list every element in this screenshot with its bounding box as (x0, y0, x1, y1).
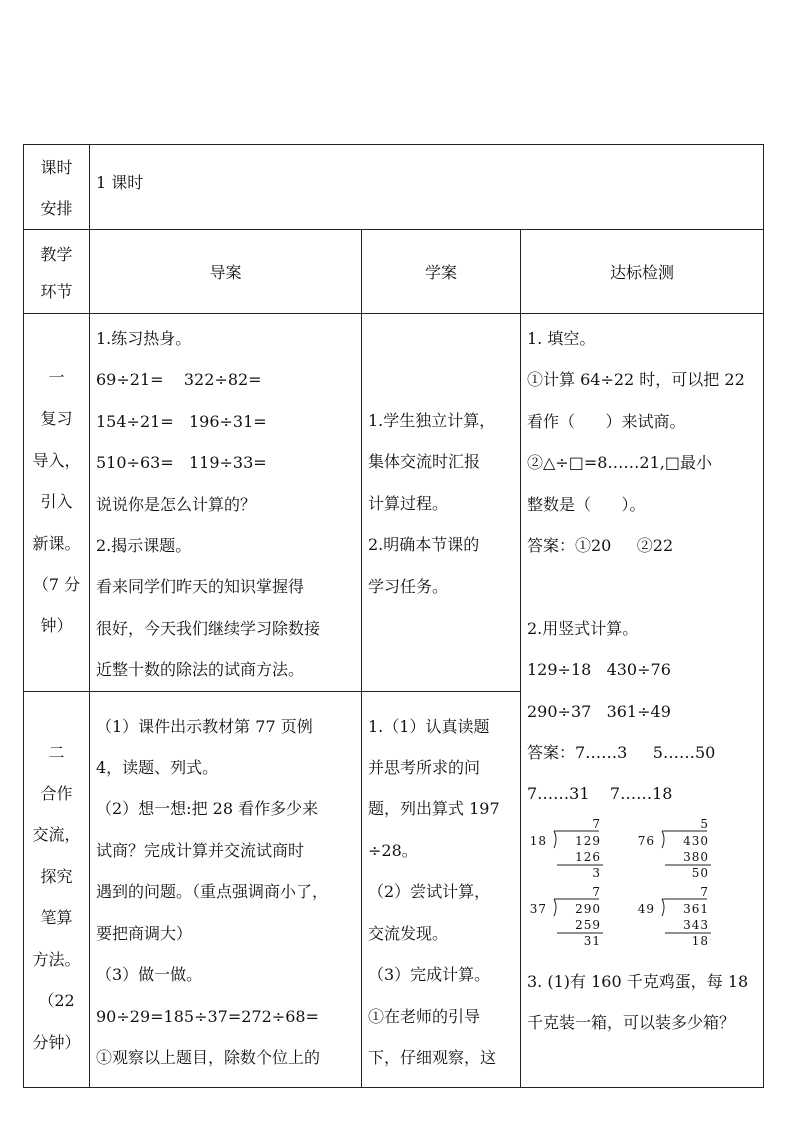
stage1-row (24, 314, 764, 692)
check-cell: 1. 填空。 ①计算 64÷22 时，可以把 22 看作（ ）来试商。 ②△÷□=8……21,□最小 整数是（ ）。 答案：①20 ②22 2.用竖式计算。 129÷18 430÷76 290÷37 361÷49 答案：7……3 5……50 7……31 7……18 7 18 129 126 3 5 76 430 380 50 7 37 290 259 31 7 49 361 343 18 3. (1)有 160 千克鸡蛋，每 18 千克装一箱，可以装多少箱？ (521, 314, 764, 1088)
division-remainder: 3 (592, 865, 601, 879)
schedule-value: 1 课时 (90, 145, 764, 230)
division-dividend: 290 (575, 901, 601, 916)
long-division-svg (635, 817, 743, 879)
header-study: 学案 (362, 230, 521, 314)
header-row (24, 230, 764, 314)
division-dividend: 361 (683, 901, 709, 916)
long-division-4 (635, 885, 743, 947)
long-division-grid (527, 817, 761, 953)
division-product: 343 (683, 917, 709, 932)
division-product: 259 (575, 917, 601, 932)
division-dividend: 129 (575, 833, 601, 848)
lesson-plan-table (23, 144, 764, 1088)
long-division-1 (527, 817, 635, 879)
long-division-svg (527, 885, 635, 947)
header-check: 达标检测 (521, 230, 764, 314)
division-divisor: 76 (637, 833, 655, 848)
division-product: 380 (683, 849, 709, 864)
stage1-label: 一 复习 导入， 引入 新课。 （7 分 钟） (24, 314, 90, 692)
division-remainder: 18 (691, 933, 709, 947)
division-divisor: 49 (637, 901, 655, 916)
long-division-svg (527, 817, 635, 879)
schedule-row (24, 145, 764, 230)
header-guide: 导案 (90, 230, 362, 314)
stage1-study: 1.学生独立计算， 集体交流时汇报 计算过程。 2.明确本节课的 学习任务。 (362, 314, 521, 692)
header-stage-label: 教学 环节 (24, 230, 90, 314)
division-quotient: 5 (700, 816, 709, 831)
stage2-label: 二 合作 交流， 探究 笔算 方法。 （22 分钟） (24, 691, 90, 1087)
long-division-svg (635, 885, 743, 947)
division-divisor: 18 (529, 833, 547, 848)
long-division-3 (527, 885, 635, 947)
division-quotient: 7 (700, 884, 709, 899)
division-quotient: 7 (592, 816, 601, 831)
long-division-2 (635, 817, 743, 879)
division-dividend: 430 (683, 833, 709, 848)
stage2-guide: （1）课件出示教材第 77 页例 4，读题、列式。 （2）想一想:把 28 看作多少来 试商？完成计算并交流试商时 遇到的问题。（重点强调商小了， 要把商调大） （3）做一做。 90÷29=185÷37=272÷68= ①观察以上题目，除数个位上的 (90, 691, 362, 1087)
division-product: 126 (575, 849, 601, 864)
division-quotient: 7 (592, 884, 601, 899)
division-remainder: 50 (691, 865, 709, 879)
division-remainder: 31 (583, 933, 601, 947)
stage1-guide: 1.练习热身。 69÷21= 322÷82= 154÷21= 196÷31= 510÷63= 119÷33= 说说你是怎么计算的？ 2.揭示课题。 看来同学们昨天的知识掌握得 很好，今天我们继续学习除数接 近整十数的除法的试商方法。 (90, 314, 362, 692)
division-divisor: 37 (529, 901, 547, 916)
schedule-label: 课时 安排 (24, 145, 90, 230)
stage2-study: 1.（1）认真读题 并思考所求的问 题，列出算式 197 ÷28。 （2）尝试计算， 交流发现。 （3）完成计算。 ①在老师的引导 下，仔细观察，这 (362, 691, 521, 1087)
